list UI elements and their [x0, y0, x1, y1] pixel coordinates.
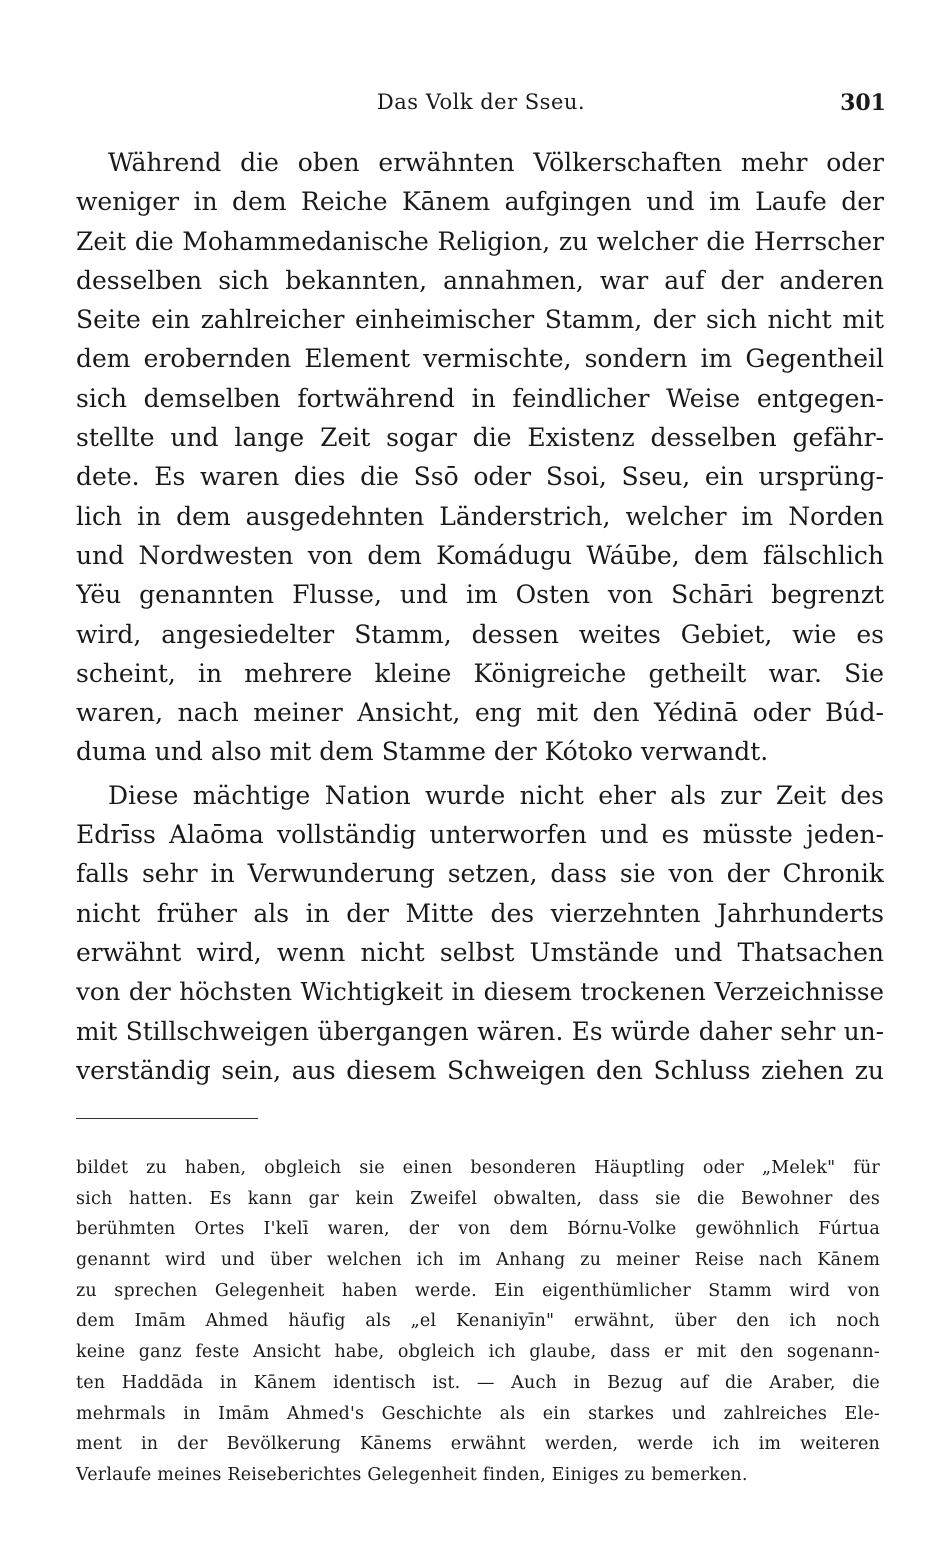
text-line: desselben sich bekannten, annahmen, war auf der anderen: [76, 265, 884, 295]
text-line: dete. Es waren dies die Ssō oder Ssoi, Sseu, ein ursprüng-: [76, 462, 884, 492]
footnote-line: Verlaufe meines Reiseberichtes Gelegenheit finden, Einiges zu bemerken.: [76, 1464, 748, 1485]
text-line: mit Stillschweigen übergangen wären. Es würde daher sehr un-: [76, 1016, 884, 1046]
footnote-line: dem Imām Ahmed häufig als „el Kenaniyīn" erwähnt, über den ich noch: [76, 1311, 880, 1332]
text-line: stellte und lange Zeit sogar die Existenz desselben gefähr-: [76, 423, 884, 453]
text-line: weniger in dem Reiche Kānem aufgingen und im Laufe der: [76, 187, 884, 217]
main-text: [76, 143, 884, 1090]
text-line: falls sehr in Verwunderung setzen, dass sie von der Chronik: [76, 859, 884, 889]
text-line: und Nordwesten von dem Komádugu Wáūbe, dem fälschlich: [76, 540, 884, 570]
footnote-line: zu sprechen Gelegenheit haben werde. Ein eigenthümlicher Stamm wird von: [76, 1280, 880, 1301]
text-line: Diese mächtige Nation wurde nicht eher als zur Zeit des: [108, 780, 884, 810]
text-line: sich demselben fortwährend in feindlicher Weise entgegen-: [76, 383, 884, 413]
footnote-line: berühmten Ortes I'kelī waren, der von dem Bórnu-Volke gewöhnlich Fúrtua: [76, 1219, 880, 1240]
footnote-line: genannt wird und über welchen ich im Anhang zu meiner Reise nach Kānem: [76, 1250, 880, 1271]
text-line: nicht früher als in der Mitte des vierzehnten Jahrhunderts: [76, 898, 884, 928]
text-line: dem erobernden Element vermischte, sondern im Gegentheil: [76, 344, 884, 374]
footnote-line: sich hatten. Es kann gar kein Zweifel obwalten, dass sie die Bewohner des: [76, 1188, 880, 1209]
text-line: erwähnt wird, wenn nicht selbst Umstände und Thatsachen: [76, 937, 884, 967]
text-line: Yëu genannten Flusse, und im Osten von Schāri begrenzt: [76, 580, 884, 610]
text-line: von der höchsten Wichtigkeit in diesem trockenen Verzeichnisse: [76, 977, 884, 1007]
text-line: Seite ein zahlreicher einheimischer Stamm, der sich nicht mit: [76, 305, 884, 335]
footnote-line: ten Haddāda in Kānem identisch ist. — Auch in Bezug auf die Araber, die: [76, 1372, 880, 1393]
footnote-line: mehrmals in Imām Ahmed's Geschichte als ein starkes und zahlreiches Ele-: [76, 1403, 880, 1424]
text-line: Edrīss Alaōma vollständig unterworfen und es müsste jeden-: [76, 820, 884, 850]
text-line: duma und also mit dem Stamme der Kótoko verwandt.: [76, 737, 769, 767]
text-line: lich in dem ausgedehnten Länderstrich, welcher im Norden: [76, 501, 884, 531]
page-number: 301: [840, 90, 886, 116]
footnote: [76, 1153, 880, 1491]
paragraph-2: [76, 776, 884, 1090]
footnote-line: keine ganz feste Ansicht habe, obgleich ich glaube, dass er mit den sogenann-: [76, 1342, 880, 1363]
footnote-line: bildet zu haben, obgleich sie einen besonderen Häuptling oder „Melek" für: [76, 1158, 880, 1178]
text-line: Während die oben erwähnten Völkerschaften mehr oder: [108, 148, 884, 177]
page-header: [76, 90, 886, 120]
footnote-line: ment in der Bevölkerung Kānems erwähnt werden, werde ich im weiteren: [76, 1434, 880, 1455]
running-title: Das Volk der Sseu.: [376, 90, 586, 114]
text-line: Zeit die Mohammedanische Religion, zu welcher die Herrscher: [76, 226, 884, 256]
text-line: scheint, in mehrere kleine Königreiche getheilt war. Sie: [76, 658, 884, 688]
footnote-separator: [76, 1118, 258, 1119]
text-line: waren, nach meiner Ansicht, eng mit den Yédinā oder Búd-: [76, 698, 884, 728]
text-line: verständig sein, aus diesem Schweigen den Schluss ziehen zu: [76, 1055, 884, 1085]
paragraph-1: [76, 143, 884, 772]
text-line: wird, angesiedelter Stamm, dessen weites Gebiet, wie es: [76, 619, 884, 649]
